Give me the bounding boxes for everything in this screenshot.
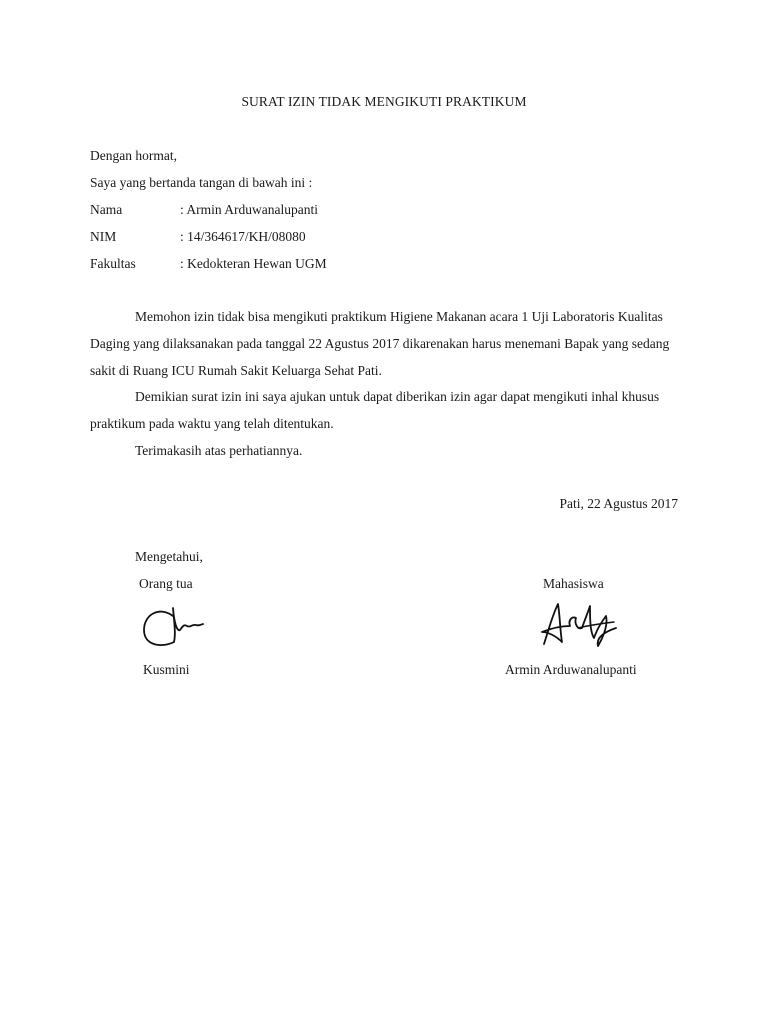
right-signatory-role: Mahasiswa — [543, 576, 604, 591]
body-paragraph-2-text: Demikian surat izin ini saya ajukan untuk dapat diberikan izin agar dapat mengikuti inhal khusus praktikum pada waktu yang telah ditentukan. — [90, 389, 660, 431]
intro-line: Saya yang bertanda tangan di bawah ini : — [90, 175, 313, 190]
body-paragraph-3-text: Terimakasih atas perhatiannya. — [135, 443, 303, 458]
field-label-fakultas: Fakultas — [90, 256, 136, 271]
place-date: Pati, 22 Agustus 2017 — [559, 496, 678, 511]
body-paragraph-3 — [90, 437, 678, 464]
acknowledged-label: Mengetahui, — [135, 549, 203, 564]
field-value-nim: : 14/364617/KH/08080 — [180, 229, 306, 244]
letter-title: SURAT IZIN TIDAK MENGIKUTI PRAKTIKUM — [241, 94, 527, 109]
field-label-nim: NIM — [90, 229, 117, 244]
field-value-nama: : Armin Arduwanalupanti — [180, 202, 318, 217]
field-label-nama: Nama — [90, 202, 123, 217]
left-signatory-role: Orang tua — [139, 576, 193, 591]
body-paragraph-1 — [90, 303, 678, 384]
left-signatory-name: Kusmini — [143, 662, 190, 677]
body-paragraph-1-text: Memohon izin tidak bisa mengikuti praktikum Higiene Makanan acara 1 Uji Laboratoris Kualitas Daging yang dilaksanakan pada tanggal 22 Agustus 2017 dikarenakan harus menemani Bapak yang sedang sakit di Ruang ICU Rumah Sakit Keluarga Sehat Pati. — [90, 309, 670, 378]
field-value-fakultas: : Kedokteran Hewan UGM — [180, 256, 327, 271]
body-paragraph-2 — [90, 383, 678, 437]
right-signatory-name: Armin Arduwanalupanti — [505, 662, 637, 677]
left-signature — [140, 600, 210, 652]
right-signature — [538, 598, 620, 652]
greeting: Dengan hormat, — [90, 148, 177, 163]
